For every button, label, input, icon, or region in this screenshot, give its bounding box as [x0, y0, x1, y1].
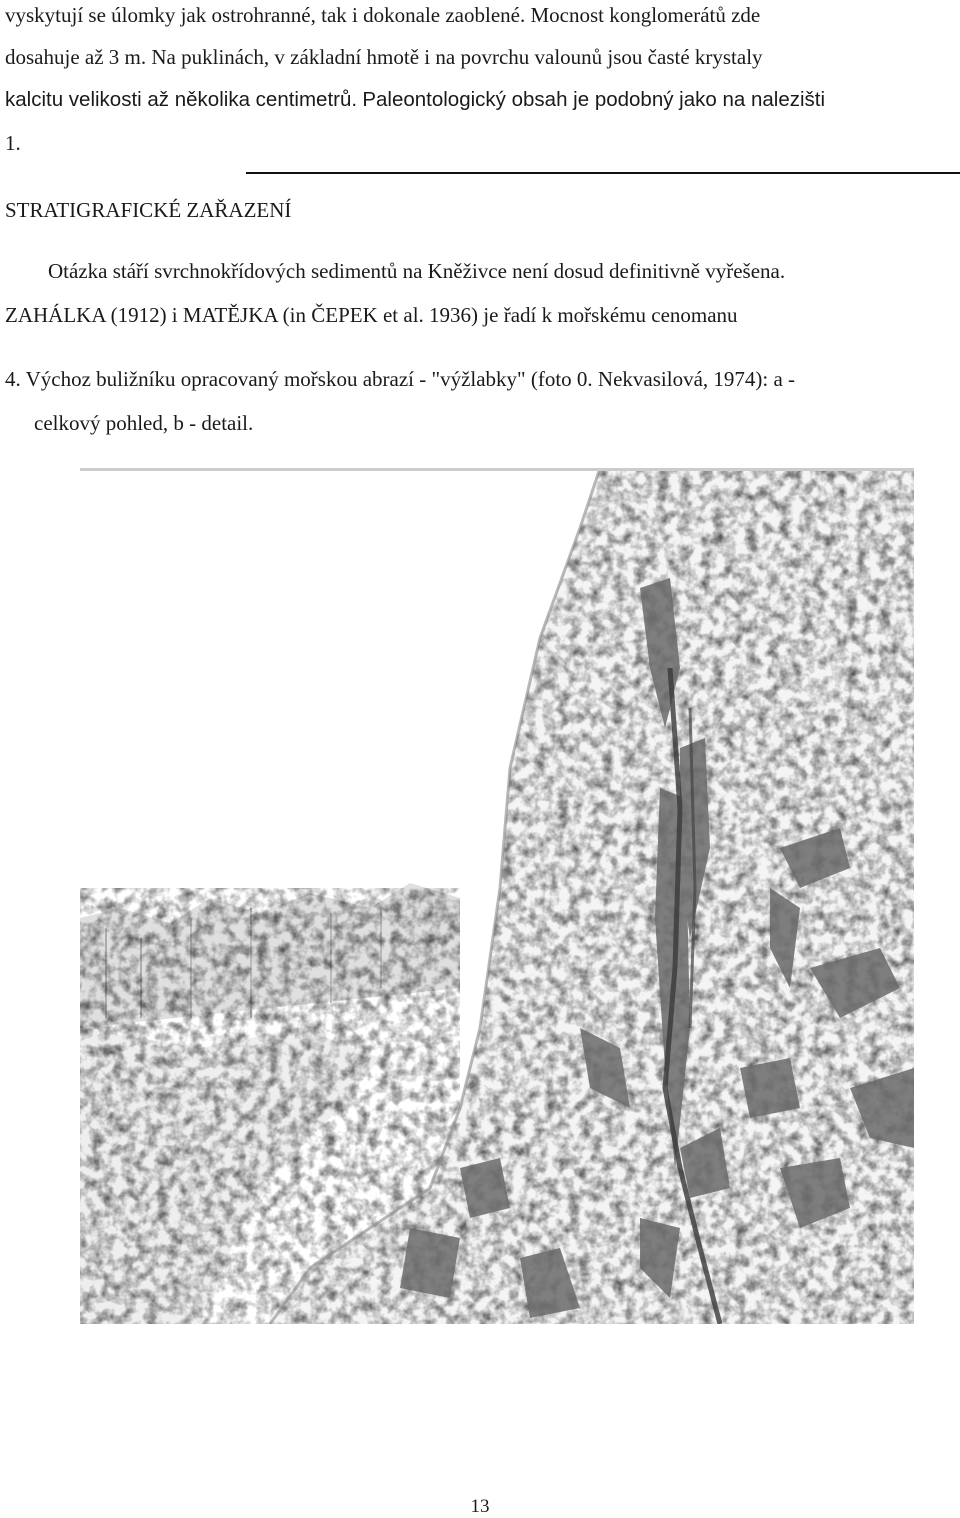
figure-caption-line: celkový pohled, b - detail. [34, 411, 254, 435]
body-text-segment: Paleontologický obsah je podobný jako na nalezišti [362, 88, 826, 111]
body-text-line [5, 86, 825, 113]
outcrop-photo-image [80, 468, 914, 1324]
body-text-line: vyskytují se úlomky jak ostrohranné, tak i dokonale zaoblené. Mocnost konglomerátů zde [5, 3, 761, 27]
outcrop-photograph [80, 468, 914, 1324]
body-text-line: ZAHÁLKA (1912) i MATĚJKA (in ČEPEK et al. 1936) je řadí k mořskému cenomanu [5, 303, 738, 327]
section-heading: STRATIGRAFICKÉ ZAŘAZENÍ [5, 198, 292, 222]
body-text-segment: kalcitu velikosti až několika centimetrů. [5, 88, 358, 111]
page-number: 13 [470, 1496, 490, 1517]
section-divider [246, 172, 960, 174]
figure-caption-line: 4. Výchoz buližníku opracovaný mořskou abrazí - "výžlabky" (foto 0. Nekvasilová, 1974): a - [5, 367, 796, 391]
body-text-line: dosahuje až 3 m. Na puklinách, v základní hmotě i na povrchu valounů jsou časté krystaly [5, 45, 763, 69]
body-text-line: Otázka stáří svrchnokřídových sedimentů na Kněživce není dosud definitivně vyřešena. [48, 259, 786, 283]
body-text-line: 1. [5, 131, 21, 155]
